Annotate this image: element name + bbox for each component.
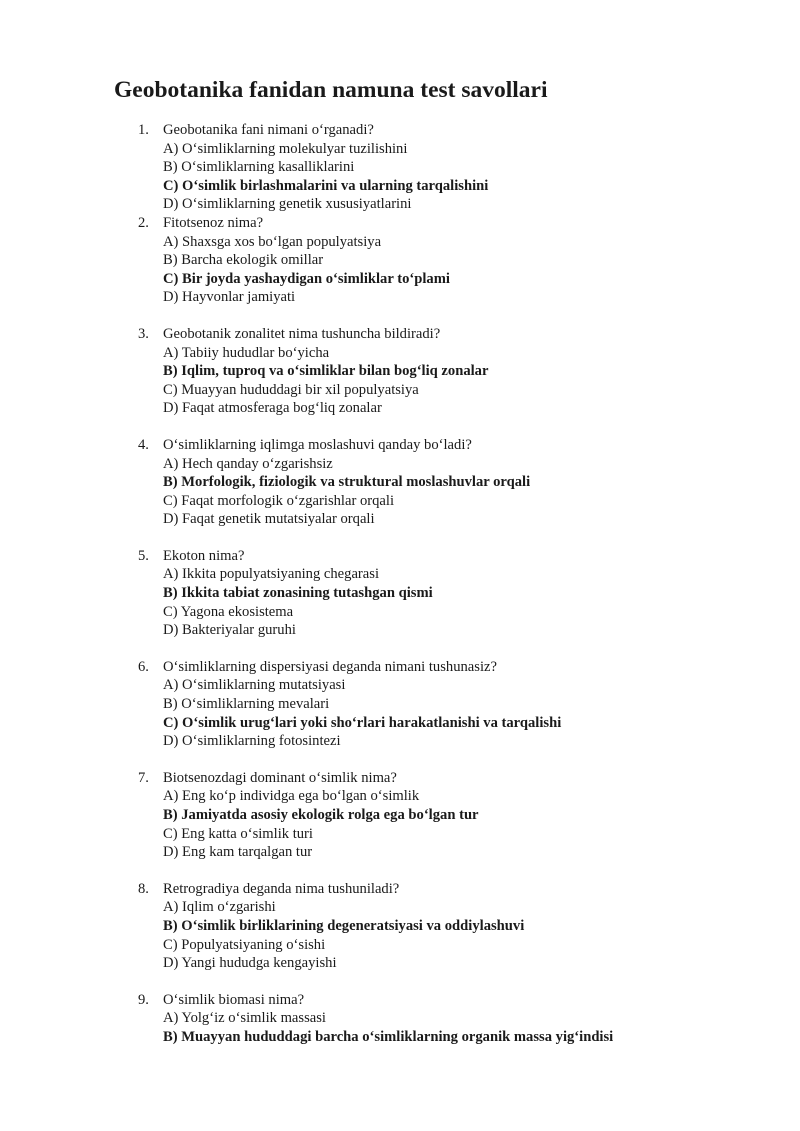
question-item (0, 214, 800, 307)
answer-option-correct: B) Iqlim, tuproq va o‘simliklar bilan bog‘liq zonalar (163, 363, 489, 380)
question-heading (0, 214, 800, 233)
answer-option: D) Faqat atmosferaga bog‘liq zonalar (163, 400, 382, 417)
answer-option: B) O‘simliklarning mevalari (163, 696, 330, 713)
question-number: 5. (138, 547, 149, 564)
question-item (0, 121, 800, 214)
answer-option-correct: B) Morfologik, fiziologik va struktural moslashuvlar orqali (163, 474, 531, 491)
question-number: 7. (138, 769, 149, 786)
question-text: O‘simlik biomasi nima? (163, 991, 305, 1008)
answer-option: B) O‘simliklarning kasalliklarini (163, 159, 355, 176)
question-text: O‘simliklarning iqlimga moslashuvi qanday bo‘ladi? (163, 436, 472, 453)
question-item (0, 436, 800, 529)
question-heading (0, 880, 800, 899)
answer-option: D) Bakteriyalar guruhi (163, 622, 296, 639)
answer-option: A) Hech qanday o‘zgarishsiz (163, 455, 333, 472)
answer-option: D) Eng kam tarqalgan tur (163, 844, 313, 861)
question-number: 4. (138, 436, 149, 453)
question-number: 2. (138, 214, 149, 231)
answer-option-correct: B) Muayyan hududdagi barcha o‘simliklarning organik massa yig‘indisi (163, 1028, 614, 1045)
answer-option: A) Tabiiy hududlar bo‘yicha (163, 344, 330, 361)
answer-option: A) Ikkita populyatsiyaning chegarasi (163, 566, 380, 583)
answer-option-correct: C) Bir joyda yashaydigan o‘simliklar to‘plami (163, 270, 450, 287)
question-heading (0, 769, 800, 788)
question-heading (0, 325, 800, 344)
answer-option: D) O‘simliklarning genetik xususiyatlarini (163, 196, 412, 213)
answer-option: C) Populyatsiyaning o‘sishi (163, 936, 326, 953)
question-number: 8. (138, 880, 149, 897)
answer-option: A) O‘simliklarning mutatsiyasi (163, 677, 346, 694)
question-number: 1. (138, 122, 149, 138)
answer-option: A) Shaxsga xos bo‘lgan populyatsiya (163, 233, 382, 250)
question-text: Ekoton nima? (163, 547, 245, 564)
answer-option-correct: B) Ikkita tabiat zonasining tutashgan qismi (163, 585, 433, 602)
answer-option: C) Muayyan hududdagi bir xil populyatsiya (163, 381, 419, 398)
question-heading (0, 436, 800, 455)
question-item (0, 325, 800, 418)
question-text: Fitotsenoz nima? (163, 214, 264, 231)
question-heading (0, 121, 800, 140)
answer-option: D) Hayvonlar jamiyati (163, 289, 296, 306)
question-item (0, 547, 800, 640)
answer-option: D) O‘simliklarning fotosintezi (163, 733, 341, 750)
question-heading (0, 991, 800, 1010)
question-item (0, 769, 800, 862)
answer-option-correct: C) O‘simlik urug‘lari yoki sho‘rlari harakatlanishi va tarqalishi (163, 714, 562, 731)
question-number: 9. (138, 991, 149, 1008)
answer-option: D) Faqat genetik mutatsiyalar orqali (163, 511, 375, 528)
question-text: Retrogradiya deganda nima tushuniladi? (163, 880, 400, 897)
answer-option-correct: C) O‘simlik birlashmalarini va ularning tarqalishini (163, 177, 489, 194)
question-number: 6. (138, 658, 149, 675)
answer-option: C) Faqat morfologik o‘zgarishlar orqali (163, 492, 395, 509)
question-item (0, 880, 800, 973)
answer-option: D) Yangi hududga kengayishi (163, 955, 337, 972)
answer-option-correct: B) O‘simlik birliklarining degeneratsiyasi va oddiylashuvi (163, 917, 525, 934)
question-text: Biotsenozdagi dominant o‘simlik nima? (163, 769, 397, 786)
answer-option: A) Eng ko‘p individga ega bo‘lgan o‘simlik (163, 788, 420, 805)
answer-option: C) Yagona ekosistema (163, 603, 294, 620)
answer-option: B) Barcha ekologik omillar (163, 252, 324, 269)
answer-option: C) Eng katta o‘simlik turi (163, 825, 313, 842)
page-title: Geobotanika fanidan namuna test savollari (114, 77, 548, 103)
question-text: Geobotanik zonalitet nima tushuncha bildiradi? (163, 325, 441, 342)
question-heading (0, 547, 800, 566)
answer-option: A) Yolg‘iz o‘simlik massasi (163, 1010, 326, 1027)
question-text: Geobotanika fani nimani o‘rganadi? (163, 122, 374, 138)
question-text: O‘simliklarning dispersiyasi deganda nimani tushunasiz? (163, 658, 497, 675)
answer-option: A) Iqlim o‘zgarishi (163, 899, 276, 916)
question-list (0, 121, 800, 1047)
question-number: 3. (138, 325, 149, 342)
answer-option: A) O‘simliklarning molekulyar tuzilishini (163, 140, 408, 157)
question-item (0, 991, 800, 1047)
question-heading (0, 658, 800, 677)
question-item (0, 658, 800, 751)
answer-option-correct: B) Jamiyatda asosiy ekologik rolga ega bo‘lgan tur (163, 807, 479, 823)
